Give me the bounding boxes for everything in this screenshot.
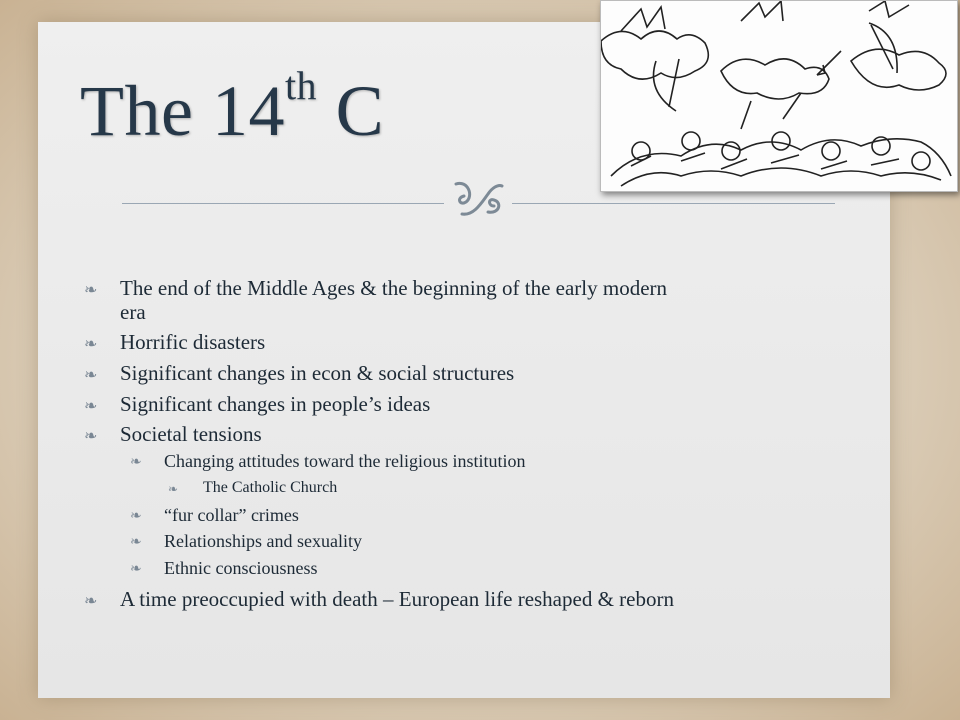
sub-bullet-item: “fur collar” crimes [164,505,299,525]
bullet-item: Horrific disasters [120,330,266,354]
bullet-marker-icon: ❧ [84,367,98,384]
bullet-item-continuation: era [120,300,146,324]
sub-sub-bullet-item: The Catholic Church [203,479,338,496]
bullet-marker-icon: ❧ [84,336,98,353]
bullet-marker-icon: ❧ [130,562,142,577]
bullet-marker-icon: ❧ [84,282,98,299]
bullet-marker-icon: ❧ [130,535,142,550]
title-end: C [317,71,385,151]
bullet-marker-icon: ❧ [84,398,98,415]
sub-bullet-item: Relationships and sexuality [164,531,362,551]
bullet-marker-icon: ❧ [130,455,142,470]
bullet-item: Significant changes in people’s ideas [120,392,431,416]
title-main: The 14 [80,71,285,151]
sub-bullet-item: Changing attitudes toward the religious institution [164,451,526,471]
bullet-marker-icon: ❧ [84,428,98,445]
title-superscript: th [284,63,318,108]
bullet-item: Societal tensions [120,422,262,446]
bullet-item: The end of the Middle Ages & the beginning of the early modern [120,276,668,300]
bullet-marker-icon: ❧ [168,482,179,496]
bullet-marker-icon: ❧ [130,509,142,524]
bullet-item: Significant changes in econ & social structures [120,361,515,385]
sub-bullet-item: Ethnic consciousness [164,558,318,578]
bullet-item: A time preoccupied with death – European life reshaped & reborn [120,587,674,611]
bullet-marker-icon: ❧ [84,593,98,610]
